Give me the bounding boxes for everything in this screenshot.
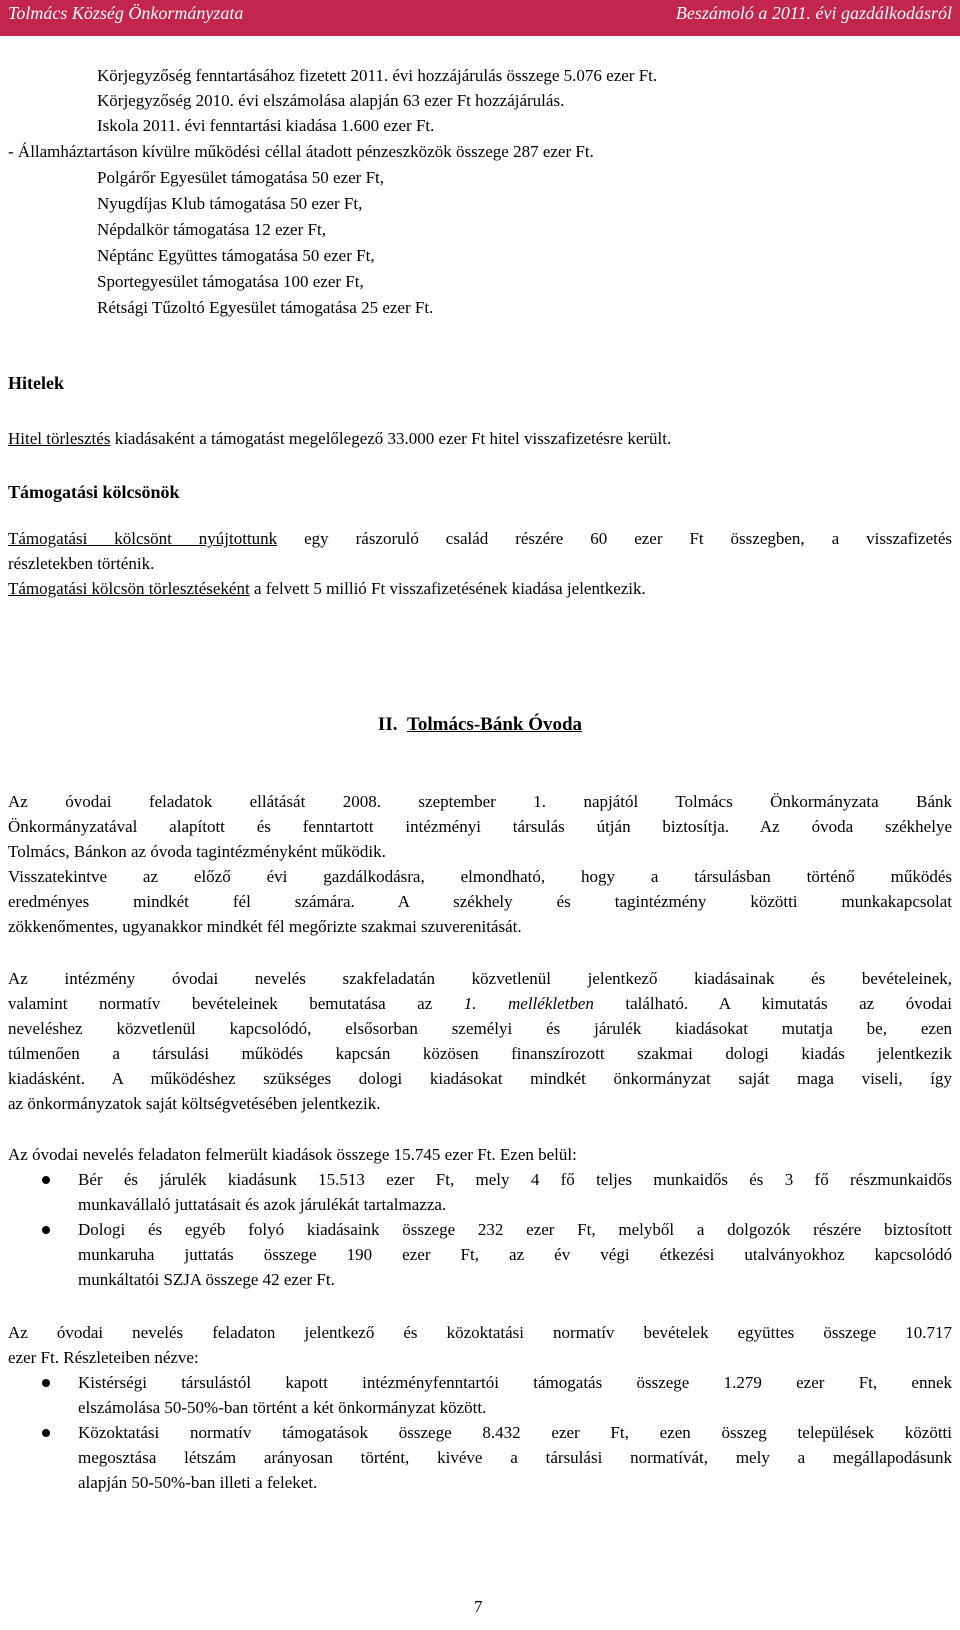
para3-b2-line1: Dologi és egyéb folyó kiadásaink összege 232 ezer Ft, melyből a dolgozók részére biztosított <box>78 1220 952 1239</box>
para2-line2-italic: 1. mellékletben <box>463 994 594 1013</box>
para3-b1-line2: munkavállaló juttatásait és azok járulékát tartalmazza. <box>78 1195 447 1214</box>
kolcsonok-p2-underlined: Támogatási kölcsön törlesztéseként <box>8 579 250 598</box>
intro-line-4: - Államháztartáson kívülre működési céllal átadott pénzeszközök összege 287 ezer Ft. <box>8 142 594 161</box>
kolcsonok-p1-line1 <box>8 528 952 550</box>
para1-line2: Önkormányzatával alapított és fenntartott intézményi társulás útján biztosítja. Az óvoda székhelye <box>8 817 952 836</box>
intro-line-1: Körjegyzőség fenntartásához fizetett 2011. évi hozzájárulás összege 5.076 ezer Ft. <box>97 66 658 85</box>
hitelek-rest: kiadásaként a támogatást megelőlegező 33.000 ezer Ft hitel visszafizetésre került. <box>110 429 672 448</box>
kolcsonok-p1-underlined: Támogatási kölcsönt nyújtottunk <box>8 529 278 548</box>
para4-b2-line2: megosztása létszám arányosan történt, kivéve a társulási normatívát, mely a megállapodásunk <box>78 1448 952 1467</box>
bullet-dot <box>42 1176 50 1184</box>
para2-line1: Az intézmény óvodai nevelés szakfeladatán közvetlenül jelentkező kiadásainak és bevételeinek, <box>8 969 952 988</box>
hitelek-heading: Hitelek <box>8 373 64 393</box>
section-title <box>0 713 960 737</box>
para1-line4: Visszatekintve az előző évi gazdálkodásra, elmondható, hogy a társulásban történő működés <box>8 867 952 886</box>
kolcsonok-p2 <box>8 578 646 600</box>
support-line-5: Sportegyesület támogatása 100 ezer Ft, <box>97 272 364 291</box>
para2-line2-a: valamint normatív bevételeinek bemutatása az <box>8 994 464 1013</box>
support-line-2: Nyugdíjas Klub támogatása 50 ezer Ft, <box>97 194 363 213</box>
kolcsonok-p1-rest: egy rászoruló család részére 60 ezer Ft összegben, a visszafizetés <box>277 529 952 548</box>
para3-b2-line2: munkaruha juttatás összege 190 ezer Ft, az év végi étkezési utalványokhoz kapcsolódó <box>78 1245 952 1264</box>
para3-b1-line1: Bér és járulék kiadásunk 15.513 ezer Ft, mely 4 fő teljes munkaidős és 3 fő részmunkaidős <box>78 1170 952 1189</box>
kolcsonok-p2-rest: a felvett 5 millió Ft visszafizetésének kiadása jelentkezik. <box>249 579 646 598</box>
para4-line1: Az óvodai nevelés feladaton jelentkező és közoktatási normatív bevételek együttes összege 10.717 <box>8 1323 952 1342</box>
para1-line3: Tolmács, Bánkon az óvoda tagintézményként működik. <box>8 842 386 861</box>
para4-b2-line3: alapján 50-50%-ban illeti a feleket. <box>78 1473 318 1492</box>
page-header <box>0 0 960 36</box>
kolcsonok-p1-line2: részletekben történik. <box>8 554 155 573</box>
para2-line2-b: található. A kimutatás az óvodai <box>593 994 952 1013</box>
header-left-title: Tolmács Község Önkormányzata <box>8 3 244 23</box>
support-line-4: Néptánc Együttes támogatása 50 ezer Ft, <box>97 246 375 265</box>
para2-line3: neveléshez közvetlenül kapcsolódó, elsősorban személyi és járulék kiadásokat mutatja be, ezen <box>8 1019 952 1038</box>
para4-b2-line1: Közoktatási normatív támogatások összege 8.432 ezer Ft, ezen összeg települések közötti <box>78 1423 952 1442</box>
header-right-title: Beszámoló a 2011. évi gazdálkodásról <box>675 3 952 23</box>
bullet-dot <box>42 1226 50 1234</box>
para3-b2-line3: munkáltatói SZJA összege 42 ezer Ft. <box>78 1270 335 1289</box>
hitelek-underlined: Hitel törlesztés <box>8 429 111 448</box>
para2-line4: túlmenően a társulási működés kapcsán közösen finanszírozott szakmai dologi kiadás jelentkezik <box>8 1044 952 1063</box>
bullet-dot <box>42 1379 50 1387</box>
para2-line2 <box>8 993 952 1015</box>
intro-line-3: Iskola 2011. évi fenntartási kiadása 1.600 ezer Ft. <box>97 116 435 135</box>
para2-line6: az önkormányzatok saját költségvetésében jelentkezik. <box>8 1094 381 1113</box>
support-line-3: Népdalkör támogatása 12 ezer Ft, <box>97 220 326 239</box>
para3-intro: Az óvodai nevelés feladaton felmerült kiadások összege 15.745 ezer Ft. Ezen belül: <box>8 1145 577 1164</box>
para2-line5: kiadásként. A működéshez szükséges dologi kiadásokat mindkét önkormányzat saját maga viseli, így <box>8 1069 952 1088</box>
bullet-dot <box>42 1429 50 1437</box>
para4-b1-line2: elszámolása 50-50%-ban történt a két önkormányzat között. <box>78 1398 487 1417</box>
support-line-1: Polgárőr Egyesület támogatása 50 ezer Ft, <box>97 168 385 187</box>
para1-line6: zökkenőmentes, ugyanakkor mindkét fél megőrizte szakmai szuverenitását. <box>8 917 522 936</box>
intro-line-2: Körjegyzőség 2010. évi elszámolása alapján 63 ezer Ft hozzájárulás. <box>97 91 565 110</box>
hitelek-text <box>8 428 671 450</box>
para4-b1-line1: Kistérségi társulástól kapott intézményfenntartói támogatás összege 1.279 ezer Ft, ennek <box>78 1373 952 1392</box>
section-name: Tolmács-Bánk Óvoda <box>406 714 583 735</box>
page-number: 7 <box>474 1597 483 1616</box>
support-line-6: Rétsági Tűzoltó Egyesület támogatása 25 ezer Ft. <box>97 298 434 317</box>
section-number: II. <box>377 714 398 735</box>
para1-line5: eredményes mindkét fél számára. A székhely és tagintézmény közötti munkakapcsolat <box>8 892 952 911</box>
para1-line1: Az óvodai feladatok ellátását 2008. szeptember 1. napjától Tolmács Önkormányzata Bánk <box>8 792 952 811</box>
kolcsonok-heading: Támogatási kölcsönök <box>8 482 180 502</box>
para4-line2: ezer Ft. Részleteiben nézve: <box>8 1348 199 1367</box>
